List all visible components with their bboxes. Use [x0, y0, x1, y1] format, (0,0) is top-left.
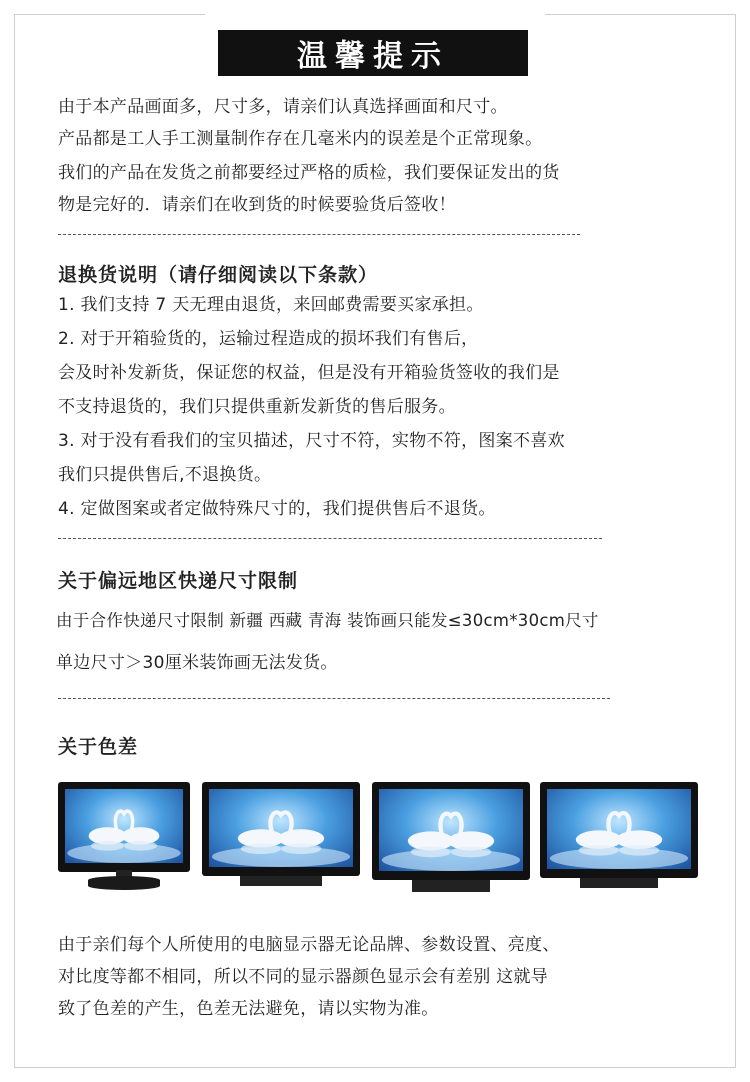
color-line: 致了色差的产生，色差无法避免，请以实物为准。	[58, 999, 439, 1019]
swan-image	[547, 789, 691, 869]
returns-line: 不支持退货的，我们只提供重新发新货的售后服务。	[58, 397, 456, 417]
intro-line: 产品都是工人手工测量制作存在几毫米内的误差是个正常现象。	[58, 129, 543, 149]
swan-image	[379, 789, 523, 871]
intro-line: 我们的产品在发货之前都要经过严格的质检，我们要保证发出的货	[58, 163, 560, 183]
intro-line: 物是完好的．请亲们在收到货的时候要验货后签收！	[58, 195, 456, 215]
remote-heading: 关于偏远地区快递尺寸限制	[58, 570, 299, 592]
swan-image	[65, 789, 183, 863]
returns-line: 我们只提供售后,不退换货。	[58, 465, 272, 485]
divider	[58, 538, 602, 539]
monitor-base	[88, 876, 160, 890]
monitor-stand	[240, 876, 322, 886]
page-title: 温馨提示	[218, 30, 528, 76]
color-line: 由于亲们每个人所使用的电脑显示器无论品牌、参数设置、亮度、	[58, 935, 560, 955]
color-heading: 关于色差	[58, 736, 139, 758]
monitor-1	[58, 782, 190, 872]
divider	[58, 698, 610, 699]
monitor-4	[540, 782, 698, 878]
monitor-2	[202, 782, 360, 876]
remote-line: 单边尺寸＞30厘米装饰画无法发货。	[56, 653, 338, 673]
returns-line: 2. 对于开箱验货的，运输过程造成的损坏我们有售后，	[58, 329, 479, 349]
monitor-3	[372, 782, 530, 880]
monitor-stand	[580, 878, 658, 888]
returns-line: 会及时补发新货，保证您的权益，但是没有开箱验货签收的我们是	[58, 363, 560, 383]
monitor-stand	[412, 880, 490, 892]
returns-line: 1. 我们支持 7 天无理由退货，来回邮费需要买家承担。	[58, 295, 484, 315]
swan-image	[209, 789, 353, 867]
divider	[58, 234, 580, 235]
frame-gap	[205, 8, 545, 22]
color-line: 对比度等都不相同，所以不同的显示器颜色显示会有差别 这就导	[58, 967, 549, 987]
remote-line: 由于合作快递尺寸限制 新疆 西藏 青海 装饰画只能发≤30cm*30cm尺寸	[56, 611, 599, 630]
intro-line: 由于本产品画面多，尺寸多，请亲们认真选择画面和尺寸。	[58, 97, 508, 117]
returns-heading: 退换货说明（请仔细阅读以下条款）	[58, 264, 379, 286]
returns-line: 3. 对于没有看我们的宝贝描述，尺寸不符，实物不符，图案不喜欢	[58, 431, 565, 451]
returns-line: 4. 定做图案或者定做特殊尺寸的，我们提供售后不退货。	[58, 499, 496, 519]
